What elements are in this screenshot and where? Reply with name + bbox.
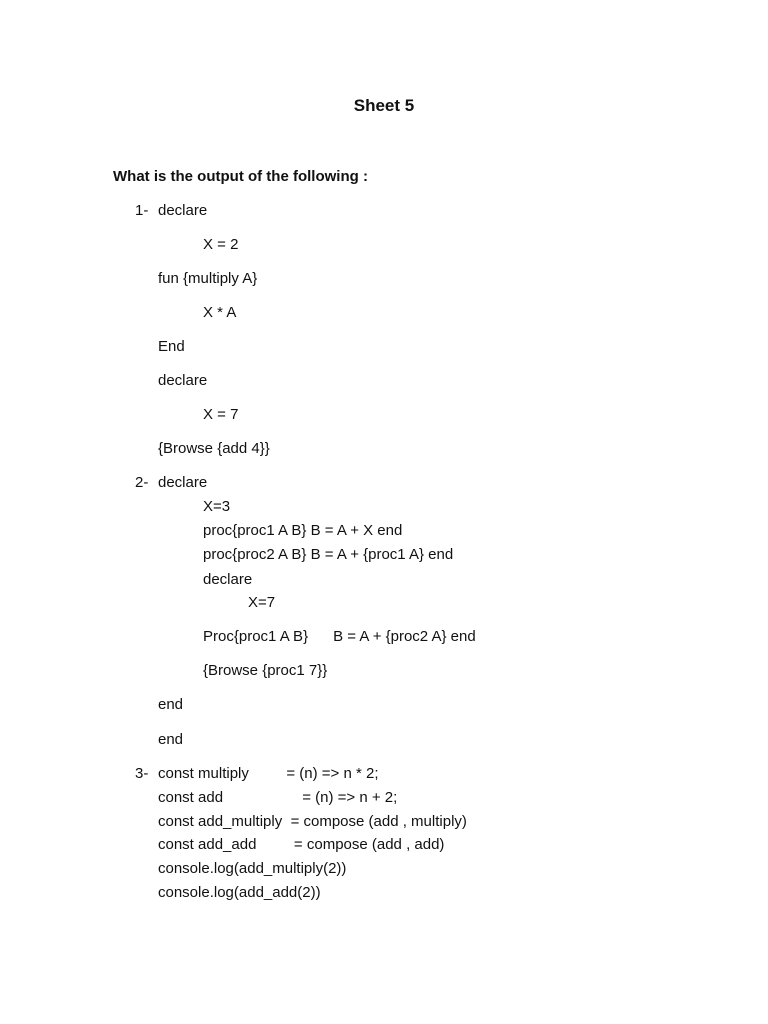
code-line: declare (158, 372, 208, 389)
code-line: fun {multiply A} (158, 270, 258, 287)
code-line: X=7 (248, 594, 276, 611)
q3-number: 3- (135, 765, 149, 782)
code-line: const add_multiply = compose (add , multiply) (158, 813, 467, 830)
code-line: X = 7 (203, 406, 239, 423)
code-line: proc{proc2 A B} B = A + {proc1 A} end (203, 546, 454, 563)
sheet-title: Sheet 5 (353, 96, 415, 115)
code-line: Proc{proc1 A B} B = A + {proc2 A} end (203, 628, 476, 645)
code-line: console.log(add_add(2)) (158, 884, 321, 901)
code-line: end (158, 696, 184, 713)
code-line: declare (158, 202, 208, 219)
code-line: declare (158, 474, 208, 491)
q2-number: 2- (135, 474, 149, 491)
code-line: X=3 (203, 498, 231, 515)
code-line: console.log(add_multiply(2)) (158, 860, 347, 877)
code-line: {Browse {proc1 7}} (203, 662, 328, 679)
code-line: X * A (203, 304, 237, 321)
code-line: X = 2 (203, 236, 239, 253)
code-line: const add = (n) => n + 2; (158, 789, 398, 806)
code-line: const add_add = compose (add , add) (158, 836, 445, 853)
code-line: end (158, 731, 184, 748)
code-line: const multiply = (n) => n * 2; (158, 765, 379, 782)
question-heading: What is the output of the following : (113, 168, 368, 185)
code-line: End (158, 338, 185, 355)
code-line: {Browse {add 4}} (158, 440, 270, 457)
code-line: proc{proc1 A B} B = A + X end (203, 522, 403, 539)
q1-number: 1- (135, 202, 149, 219)
code-line: declare (203, 571, 253, 588)
